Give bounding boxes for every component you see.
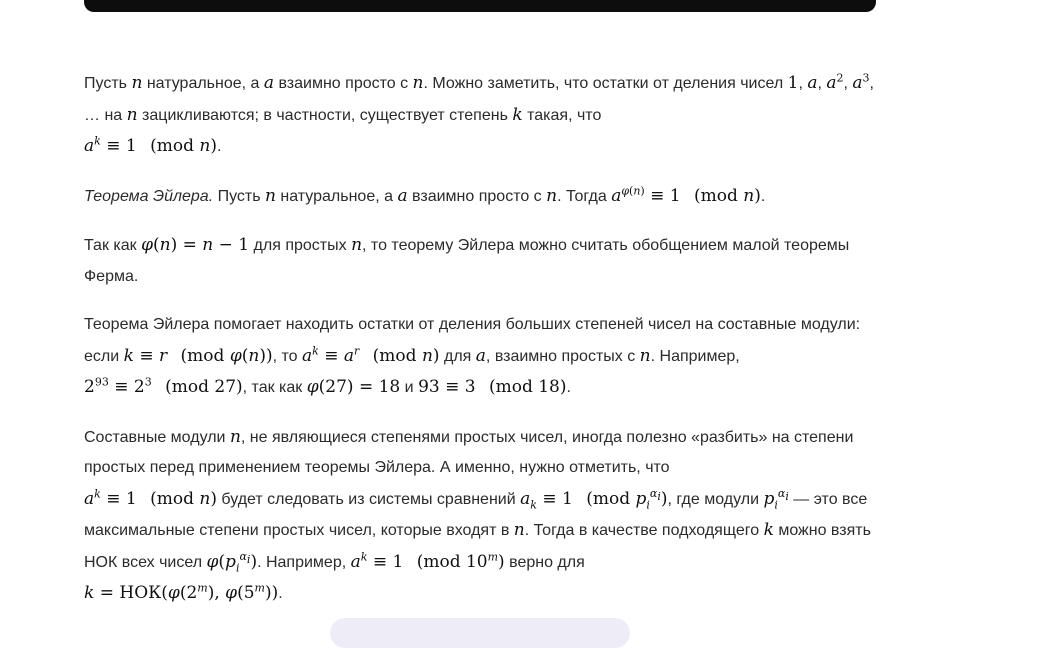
paragraph-fermat-generalization: Так как φ(n) = n − 1 для простых n, то теорему Эйлера можно считать обобщением малой теоремы Ферма. (84, 235, 850, 285)
paragraph-composite-moduli: Составные модули n, не являющиеся степенями простых чисел, иногда полезно «разбить» на степени простых перед применением теоремы Эйлера. А именно, нужно отметить, что $a^k \equiv 1$ (mod n) будет следовать из системы сравнений $a_k \equiv 1$ (mod $p_i^{\alpha_i}$), где модули $p_i^{\alpha_i}$ — это все максимальные степени простых чисел, которые входят в n. Тогда в качестве подходящего k можно взять НОК всех чисел $\varphi(p_i^{\alpha_i})$. Например, $a^k \equiv 1$ (mod 10$^m$) верно для $k = НОК(\varphi(2^m)$, φ(5$^m$)). (84, 426, 871, 603)
paragraph-euler-theorem: Теорема Эйлера. Пусть n натуральное, а a взаимно просто с n. Тогда $a^{\varphi(n)} \equiv 1$ (mod n). (84, 183, 766, 206)
paragraph-residues-cycle: Пусть n натуральное, а a взаимно просто с n. Можно заметить, что остатки от деления чисел 1, a, $a^2$, $a^3$, … на n зацикливаются; в частности, существует степень k такая, что $a^k \equiv 1$ (mod n). (84, 71, 874, 156)
bottom-pill-button[interactable] (330, 618, 630, 648)
article-content (84, 68, 884, 628)
top-dark-bar (84, 0, 876, 12)
paragraph-large-powers: Теорема Эйлера помогает находить остатки от деления больших степеней чисел на составные модули: если k ≡ r (mod φ(n)), то $a^k \equiv a^r$ (mod n) для a, взаимно простых с n. Например, $2^{93} \equiv 2^3$ (mod 27), так как φ(27) = 18 и 93 ≡ 3 (mod 18). (84, 316, 861, 397)
